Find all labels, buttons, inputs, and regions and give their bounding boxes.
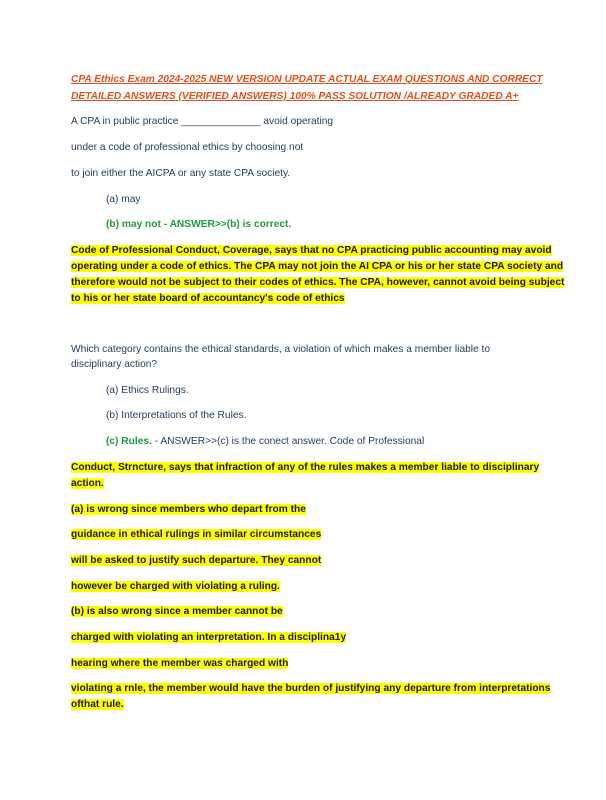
q2-option-c-answer	[106, 434, 576, 450]
q2-option-b: (b) Interpretations of the Rules.	[106, 410, 247, 421]
q1-explanation-3: therefore would not be subject to their codes of ethics. The CPA, however, cannot avoid being subject	[71, 277, 565, 288]
q2-option-c-label: (c) Rules.	[106, 436, 152, 447]
q2-note-7: hearing where the member was charged with	[71, 658, 289, 669]
q2-option-a: (a) Ethics Rulings.	[106, 385, 189, 396]
doc-title-line-2: DETAILED ANSWERS (VERIFIED ANSWERS) 100% PASS SOLUTION /ALREADY GRADED A+	[71, 91, 519, 102]
q2-note-4: however be charged with violating a ruling.	[71, 581, 280, 592]
q2-note-1: (a) is wrong since members who depart from the	[71, 504, 306, 515]
q1-explanation-4: to his or her state board of accountancy's code of ethics	[71, 293, 345, 304]
q2-line-2: disciplinary action?	[71, 359, 158, 370]
q1-explanation-1: Code of Professional Conduct, Coverage, says that no CPA practicing public accounting may avoid	[71, 245, 552, 256]
q2-note-6: charged with violating an interpretation. In a disciplina1y	[71, 632, 347, 643]
q2-note-8: violating a rnle, the member would have the burden of justifying any departure from interpretations	[71, 683, 551, 694]
q1-line-1: A CPA in public practice ______________ avoid operating	[71, 116, 334, 127]
q2-line-1: Which category contains the ethical standards, a violation of which makes a member liable to	[71, 344, 491, 355]
q2-note-9: ofthat rule.	[71, 699, 124, 710]
q2-note-5: (b) is also wrong since a member cannot be	[71, 606, 283, 617]
q1-line-2: under a code of professional ethics by choosing not	[71, 142, 304, 153]
q2-note-2: guidance in ethical rulings in similar circumstances	[71, 529, 322, 540]
q2-explanation-2: action.	[71, 478, 104, 489]
q1-option-b-answer: (b) may not - ANSWER>>(b) is correct.	[106, 219, 292, 230]
q1-line-3: to join either the AICPA or any state CPA society.	[71, 168, 291, 179]
q2-explanation-1: Conduct, Strncture, says that infraction of any of the rules makes a member liable to disciplinary	[71, 462, 540, 473]
q2-note-3: will be asked to justify such departure. They cannot	[71, 555, 322, 566]
q1-explanation-2: operating under a code of ethics. The CPA may not join the AI CPA or his or her state CPA society and	[71, 261, 564, 272]
q1-option-a: (a) may	[106, 194, 141, 205]
q2-option-c-rest: - ANSWER>>(c) is the conect answer. Code of Professional	[151, 436, 425, 447]
doc-title-line-1: CPA Ethics Exam 2024-2025 NEW VERSION UPDATE ACTUAL EXAM QUESTIONS AND CORRECT	[71, 74, 543, 85]
